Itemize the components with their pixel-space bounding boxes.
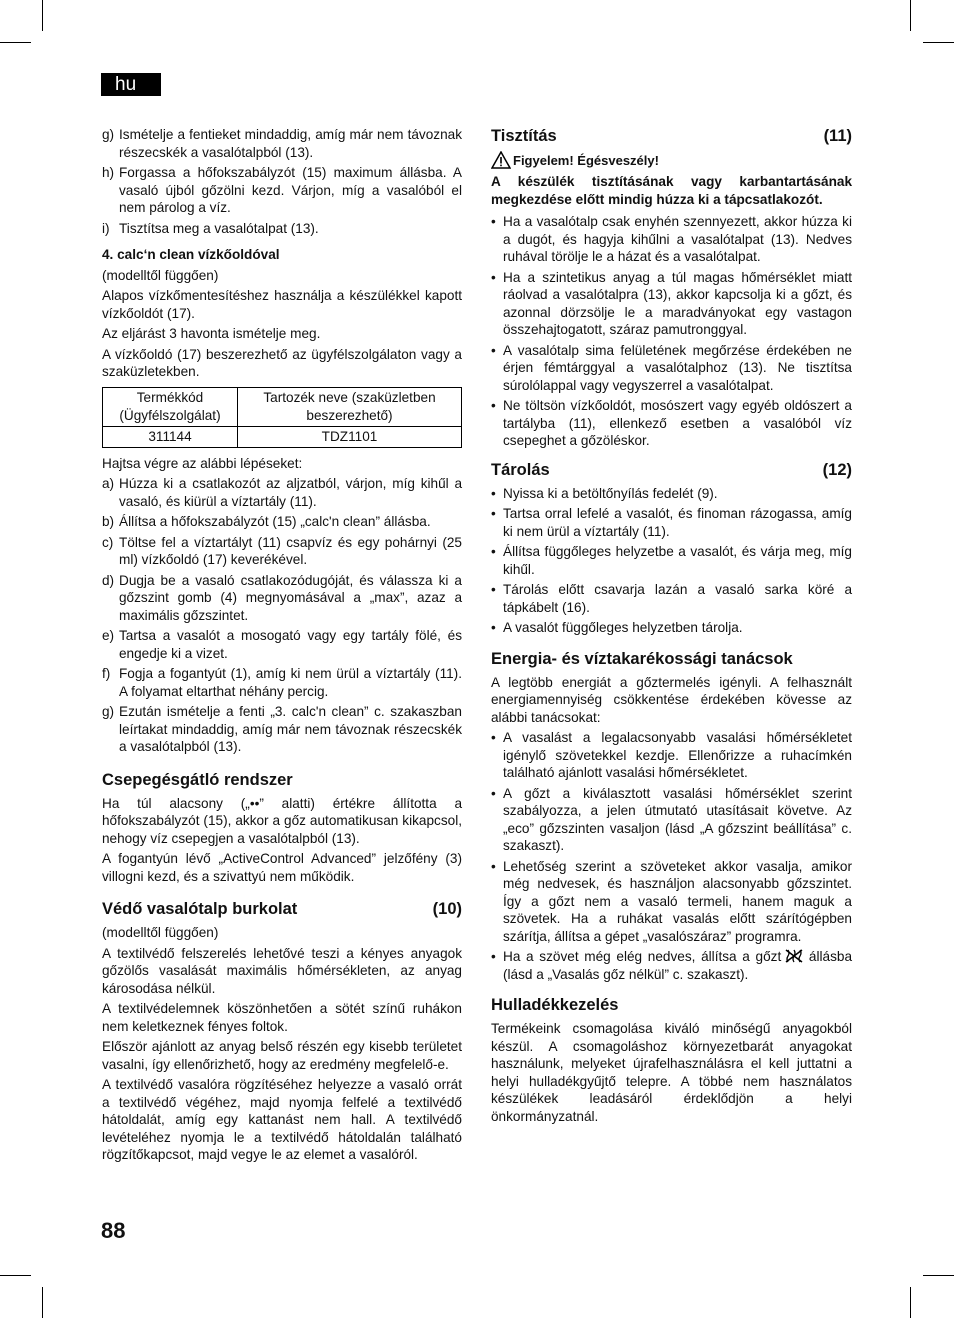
warning-line: Figyelem! Égésveszély! [491, 151, 852, 169]
crop-mark [923, 42, 954, 43]
bold-paragraph: A készülék tisztításának vagy karbantartásának megkezdése előtt mindig húzza ki a tápcsatlakozót. [491, 174, 852, 207]
crop-mark [0, 1275, 31, 1276]
list-item: • Állítsa függőleges helyzetbe a vasalót, és várja meg, míg kihűl. [491, 544, 852, 577]
list-item: • Tárolás előtt csavarja lazán a vasaló sarka köré a tápkábelt (16). [491, 582, 852, 615]
list-item: • Lehetőség szerint a szöveteket akkor vasalja, amikor még nedvesek, és használjon alacsonyabb gőzszintet. Így a gőzt nem a vasaló termeli, hanem maguk a szövetek. Ha a ruhákat vasalás előtt szárítógépben szárítja, állítsa a gépet „vasalószáraz” programra. [491, 858, 852, 944]
left-column [102, 126, 462, 1167]
accessory-table [102, 387, 462, 448]
list-item: g) Ezután ismételje a fenti „3. calc'n clean” c. szakaszban leírtakat mindaddig, amíg már nem távoznak részecskék a vasalótalpból (13). [102, 704, 462, 754]
list-item: g) Ismételje a fentieket mindaddig, amíg már nem távoznak részecskék a vasalótalpból (13). [102, 127, 462, 160]
list-item: • Ha a szövet még elég nedves, állítsa a gőzt állásba (lásd a „Vasalás gőz nélkül” c. szakaszt). [491, 949, 852, 982]
list-item: • A vasalást a legalacsonyabb vasalási hőmérsékletet igénylő szövetekkel kezdje. Ellenőrizze a ruhacímkén található ajánlott vasalási hőmérsékletet. [491, 730, 852, 780]
list-item: a) Húzza ki a csatlakozót az aljzatból, várjon, míg kihűl a vasaló, és kiürül a víztartály (11). [102, 476, 462, 509]
paragraph: Termékeink csomagolása kiváló minőségű anyagokból készül. A csomagoláshoz környezetbarát anyagokat használunk, melyeket újrafelhasználásra el kell juttatni a helyi hulladékgyűjtő telepre. A többé nem használatos készülékek leadásáról érdeklődjön a helyi önkormányzatnál. [491, 1021, 852, 1124]
paragraph: Hajtsa végre az alábbi lépéseket: [102, 455, 303, 471]
paragraph: A vízkőoldó (17) beszerezhető az ügyfélszolgálaton vagy a szaküzletekben. [102, 346, 462, 379]
list-item: • A vasalótalp sima felületének megőrzése érdekében ne érjen fémtárggyal a vasalótalphoz (13). Ne tisztítsa súrolólappal vagy vegyszerrel a vasalótalpat. [491, 342, 852, 393]
list-item: • Ha a vasalótalp csak enyhén szennyezett, akkor húzza ki a dugót, és hagyja kihűlni a vasalótalpat (13). Nedves ruhával törölje le a házat és a vasalótalpat. [491, 214, 852, 264]
warning-triangle-icon [491, 151, 511, 169]
section-title: Csepegésgátló rendszer [102, 770, 293, 789]
crop-mark [923, 1275, 954, 1276]
crop-mark [0, 42, 31, 43]
table-header: Tartozék neve (szaküzletben beszerezhető) [238, 387, 462, 426]
section-title: Tárolás (12) [491, 460, 852, 479]
list-item: • Ne töltsön vízkőoldót, mosószert vagy egyéb oldószert a tartályba (11), ellenkező esetben a vasalóból víz csepeghet a gőzöléskor. [491, 398, 852, 448]
section-title: Energia- és víztakarékossági tanácsok [491, 649, 793, 668]
subsection-title: 4. calc‘n clean vízkőoldóval [102, 247, 280, 262]
paragraph: A fogantyún lévő „ActiveControl Advanced” jelzőfény (3) villogni kezd, és a szivattyú nem működik. [102, 851, 462, 884]
list-item: • Nyissa ki a betöltőnyílás fedelét (9). [491, 485, 718, 501]
list-item: i) Tisztítsa meg a vasalótalpat (13). [102, 220, 319, 236]
paragraph: A textilvédő felszerelés lehetővé teszi a kényes anyagok gőzölős vasalását maximális hőmérsékleten, az anyag károsodása nélkül. [102, 945, 462, 996]
paragraph: Először ajánlott az anyag belső részén egy kisebb területet vasalni, így ellenőrizhető, hogy az eredmény megfelelő-e. [102, 1039, 462, 1072]
page-number: 88 [101, 1218, 126, 1243]
list-item: • Ha a szintetikus anyag a túl magas hőmérséklet miatt ráolvad a vasalótalpra (13), akkor kapcsolja ki a gőzt, és azonnal dörzsölje le a maradványokat egy vastagon összehajtogatott, száraz pamutronggyal. [491, 269, 852, 337]
no-steam-icon [785, 948, 803, 964]
list-item: • A gőzt a kiválasztott vasalási hőmérséklet szerint szabályozza, a jelen útmutató utasításait követve. Az „eco” gőzszinten vasaljon (lásd „A gőzszint beállítása” c. szakaszt). [491, 785, 852, 853]
crop-mark [42, 1287, 43, 1318]
table-cell: 311144 [103, 426, 238, 447]
list-item: b) Állítsa a hőfokszabályzót (15) „calc'n clean” állásba. [102, 514, 431, 529]
right-column [491, 126, 852, 1128]
table-header: Termékkód (Ügyfélszolgálat) [103, 387, 238, 426]
paragraph: (modelltől függően) [102, 925, 219, 940]
paragraph: A textilvédelemnek köszönhetően a sötét színű ruhákon nem keletkeznek fényes foltok. [102, 1001, 462, 1034]
paragraph: Alapos vízkőmentesítéshez használja a készülékkel kapott vízkőoldót (17). [102, 288, 462, 321]
list-item: h) Forgassa a hőfokszabályzót (15) maximum állásba. A vasaló újból gőzölni kezd. Várjon, míg a vasalóból el nem párolog a víz. [102, 165, 462, 215]
table-cell: TDZ1101 [238, 426, 462, 447]
list-item: f) Fogja a fogantyút (1), amíg ki nem ürül a víztartály (11). A folyamat eltarthat néhány percig. [102, 666, 462, 699]
crop-mark [910, 0, 911, 31]
crop-mark [42, 0, 43, 31]
paragraph: (modelltől függően) [102, 267, 219, 283]
paragraph: Ha túl alacsony („••” alatti) értékre állította a hőfokszabályzót (15), akkor a gőz automatikusan kikapcsol, nehogy víz csepegjen a vasalótalpból (13). [102, 795, 462, 846]
paragraph: Az eljárást 3 havonta ismételje meg. [102, 326, 321, 341]
list-item: d) Dugja be a vasaló csatlakozódugóját, és válassza ki a gőzszint gomb (4) megnyomásával a „max”, azaz a maximális gőzszintet. [102, 572, 462, 623]
section-title: Hulladékkezelés [491, 996, 619, 1014]
section-title: Tisztítás (11) [491, 127, 852, 145]
list-item: e) Tartsa a vasalót a mosogató vagy egy tartály fölé, és engedje ki a vizet. [102, 628, 462, 661]
language-tab: hu [101, 73, 161, 96]
list-item: c) Töltse fel a víztartályt (11) csapvíz és egy pohárnyi (25 ml) vízkőoldó (17) keverékével. [102, 534, 462, 567]
crop-mark [910, 1287, 911, 1318]
list-item: • Tartsa orral lefelé a vasalót, és finoman rázogassa, amíg ki nem ürül a víztartály (11). [491, 506, 852, 539]
section-title: Védő vasalótalp burkolat (10) [102, 900, 462, 918]
paragraph: A textilvédő vasalóra rögzítéséhez helyezze a vasaló orrát a textilvédő végéhez, majd nyomja felfelé a textilvédő hátoldalát, amíg egy kattanást nem hall. A textilvédő levételéhez nyomja le a textilvédő hátoldalán található rögzítőkapcsot, majd vegye le az elemet a vasalóról. [102, 1077, 462, 1162]
list-item: • A vasalót függőleges helyzetben tárolja. [491, 620, 743, 635]
paragraph: A legtöbb energiát a gőztermelés igényli. A felhasznált energiamennyiség csökkentése érdekében kövesse az alábbi tanácsokat: [491, 674, 852, 725]
